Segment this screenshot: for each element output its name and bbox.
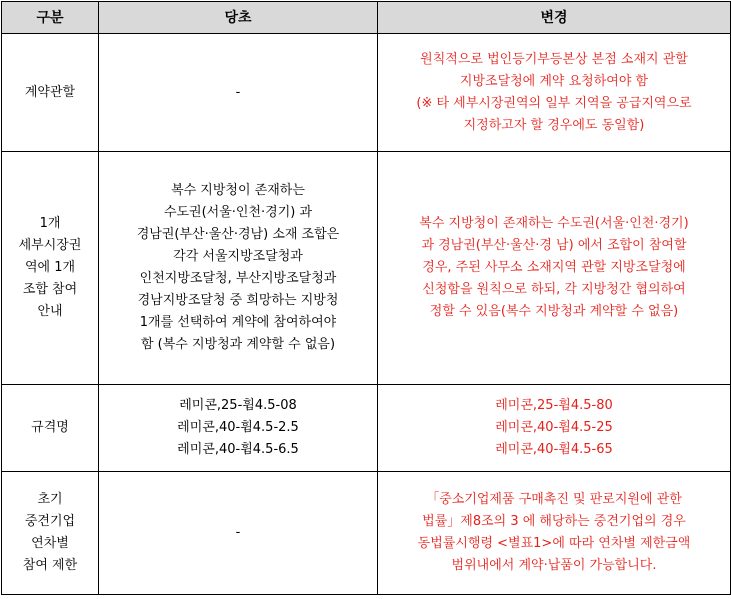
original-line: 경남권(부산·울산·경남) 소재 조합은 [136,227,340,242]
category-line: 중견기업 [24,514,76,529]
changed-line: 레미콘,40-휨4.5-65 [495,442,613,457]
original-line: - [235,525,241,540]
original-line: 각각 서울지방조달청과 [173,249,303,264]
original-cell [99,472,378,595]
changed-line: 신청함을 원칙으로 하되, 각 지방청간 협의하여 [422,282,686,297]
original-line: 1개를 선택하여 계약에 참여하여야 [139,315,337,330]
table-row [2,385,731,472]
changed-line: 동법률시행령 <별표1>에 따라 연차별 제한금액 [417,536,691,551]
changed-line: 과 경남권(부산·울산·경 남) 에서 조합이 참여할 [421,238,687,253]
table-row [2,472,731,595]
category-line: 역에 1개 [24,260,76,275]
category-cell [2,34,99,152]
table-row [2,152,731,385]
category-line: 참여 제한 [22,558,78,573]
category-line: 연차별 [31,536,69,551]
changed-line: 범위내에서 계약·납품이 가능합니다. [451,558,657,573]
original-line: 레미콘,25-휨4.5-08 [179,398,297,413]
category-line: 안내 [37,304,63,319]
changed-line: 지방조달청에 계약 요청하여야 함 [459,73,649,89]
original-line: 함 (복수 지방청과 계약할 수 없음) [140,337,336,352]
original-line: 레미콘,40-휨4.5-6.5 [177,442,299,457]
changed-line: 레미콘,40-휨4.5-25 [495,420,613,435]
changed-cell [378,385,731,472]
original-cell [99,385,378,472]
category-line: 초기 [37,492,63,507]
header-changed: 변경 [378,2,731,34]
original-line: 경남지방조달청 중 희망하는 지방청 [137,293,339,308]
changed-line: 지정하고자 할 경우에도 동일함) [463,117,645,133]
changed-cell [378,472,731,595]
category-cell [2,472,99,595]
category-cell [2,152,99,385]
changed-line: 원칙적으로 법인등기부등본상 본점 소재지 관할 [420,51,688,67]
comparison-table [1,1,731,595]
changed-line: 경우, 주된 사무소 소재지역 관할 지방조달청에 [422,260,686,275]
header-original: 당초 [99,2,378,34]
original-cell [99,152,378,385]
category-cell [2,385,99,472]
original-line: - [235,84,241,100]
original-line: 복수 지방청이 존재하는 [171,183,305,198]
changed-line: (※ 타 세부시장권역의 일부 지역을 공급지역으로 [416,95,692,111]
changed-line: 레미콘,25-휨4.5-80 [495,398,613,413]
category-line: 규격명 [31,420,69,435]
original-line: 수도권(서울·인천·경기) 과 [163,205,313,220]
changed-line: 정할 수 있음(복수 지방청과 계약할 수 없음) [429,304,679,319]
table-row [2,34,731,152]
category-line: 조합 참여 [22,282,78,297]
header-row [2,2,731,34]
original-line: 레미콘,40-휨4.5-2.5 [177,420,299,435]
changed-cell [378,152,731,385]
category-line: 1개 [39,216,61,231]
changed-line: 「중소기업제품 구매촉진 및 판로지원에 관한 [426,492,682,507]
header-category: 구분 [2,2,99,34]
original-cell [99,34,378,152]
changed-cell [378,34,731,152]
changed-line: 법률」제8조의 3 에 해당하는 중견기업의 경우 [422,514,686,529]
category-line: 세부시장권 [18,238,82,253]
category-line: 계약관할 [24,84,76,100]
original-line: 인천지방조달청, 부산지방조달청과 [139,271,337,286]
changed-line: 복수 지방청이 존재하는 수도권(서울·인천·경기) [419,216,689,231]
